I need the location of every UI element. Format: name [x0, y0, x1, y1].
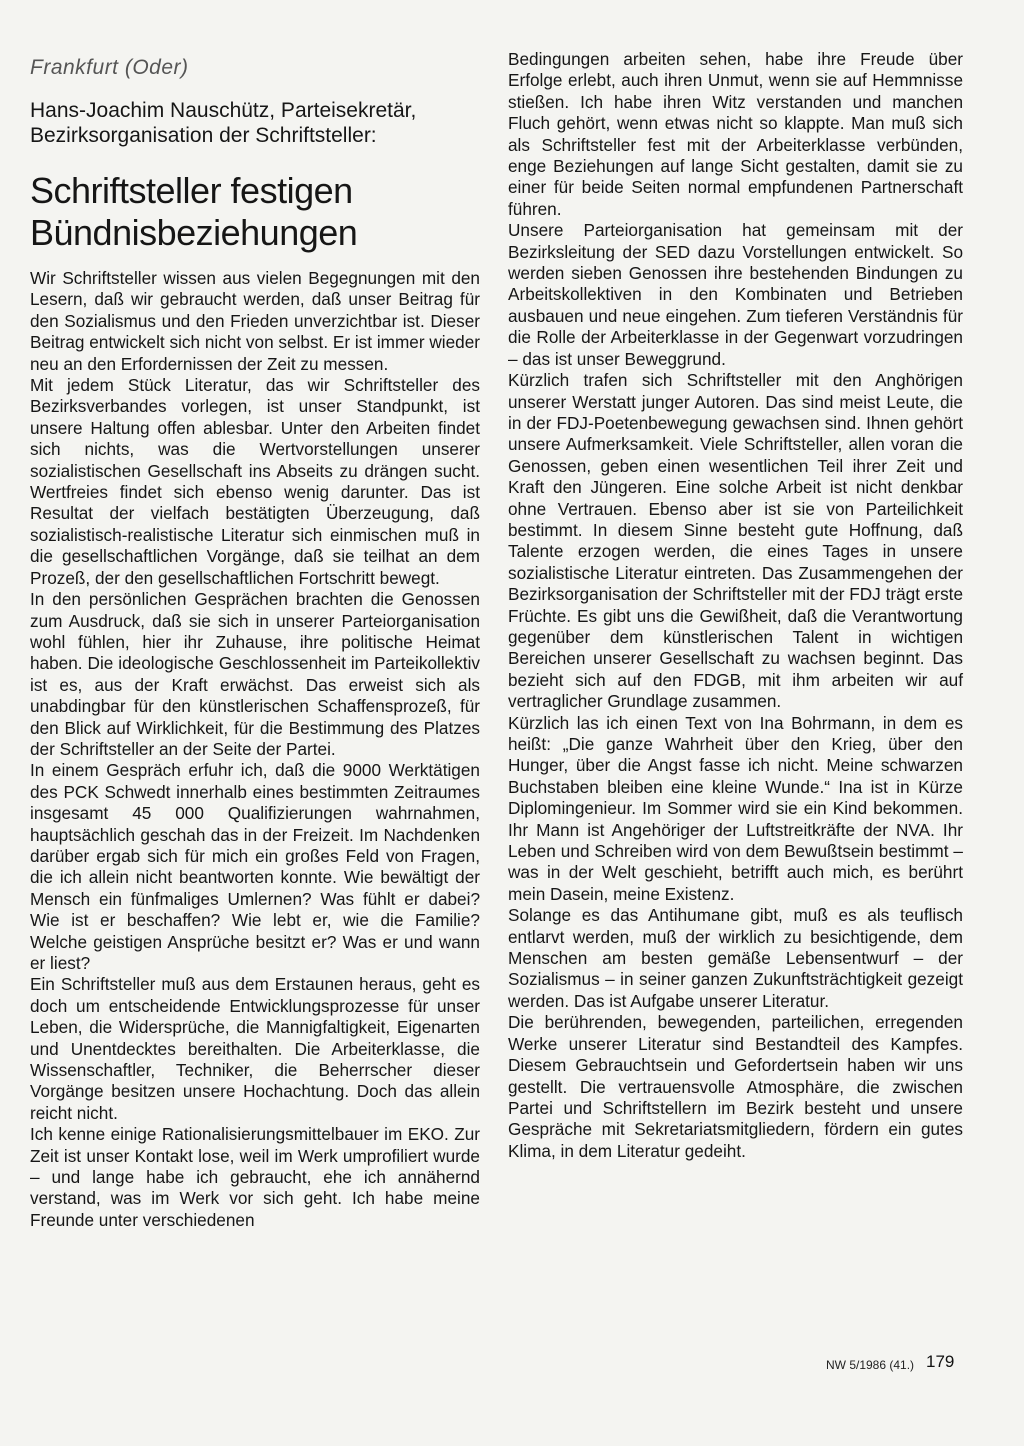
- location-label: Frankfurt (Oder): [30, 56, 189, 79]
- body-paragraph: Unsere Parteiorganisation hat gemeinsam mit der Bezirksleitung der SED dazu Vorstellungen entwickelt. So werden sieben Genossen ihre bestehenden Bindungen zu Arbeitskollektiven in den Kombinaten und Betrieben ausbauen und neue eingehen. Zum tieferen Verständnis für die Rolle der Arbeiterklasse in der Gegenwart vorzudringen – das ist unser Beweggrund.: [508, 220, 963, 369]
- author-byline: Hans-Joachim Nauschütz, Parteisekretär, Bezirksorganisation der Schriftsteller:: [30, 99, 417, 147]
- body-paragraph: In einem Gespräch erfuhr ich, daß die 9000 Werktätigen des PCK Schwedt innerhalb eines bestimmten Zeitraumes insgesamt 45 000 Qualifizierungen wahrnahmen, hauptsächlich geschah das in der Freizeit. Im Nachdenken darüber ergab sich für mich ein großes Feld von Fragen, die ich allein nicht beantworten konnte. Wie bewältigt der Mensch ein fünfmaliges Umlernen? Was fühlt er dabei? Wie ist er beschaffen? Wie lebt er, wie die Familie? Welche geistigen Ansprüche besitzt er? Was er und wann er liest?: [30, 760, 480, 973]
- page-number: 179: [926, 1352, 955, 1371]
- body-paragraph: Mit jedem Stück Literatur, das wir Schriftsteller des Bezirksverbandes vorlegen, ist unser Standpunkt, ist unsere Haltung offen ablesbar. Unter den Arbeiten findet sich nichts, was die Wertvorstellungen unserer sozialistischen Gesellschaft ins Abseits zu drängen sucht. Wertfreies findet sich ebenso wenig darunter. Das ist Resultat der vielfach bestätigten Überzeugung, daß sozialistisch-realistische Literatur sich einmischen muß in die gesellschaftlichen Vorgänge, daß sie teilhat an dem Prozeß, der den gesellschaftlichen Fortschritt bewegt.: [30, 375, 480, 588]
- body-paragraph: Kürzlich las ich einen Text von Ina Bohrmann, in dem es heißt: „Die ganze Wahrheit über den Krieg, über den Hunger, über die Angst fasse ich nicht. Meine schwarzen Buchstaben bleiben eine kleine Wunde.“ Ina ist in Kürze Diplomingenieur. Im Sommer wird sie ein Kind bekommen. Ihr Mann ist Angehöriger der Luftstreitkräfte der NVA. Ihr Leben und Schreiben wird von dem Bewußtsein bestimmt – was in der Welt geschieht, betrifft auch mich, es berührt mein Dasein, meine Existenz.: [508, 712, 963, 904]
- right-column: [508, 49, 963, 1162]
- issue-reference: NW 5/1986 (41.): [826, 1358, 915, 1372]
- body-paragraph: In den persönlichen Gesprächen brachten die Genossen zum Ausdruck, daß sie sich in unserer Parteiorganisation wohl fühlen, hier ihr Zuhause, ihre politische Heimat haben. Die ideologische Geschlossenheit im Parteikollektiv ist es, aus der Kraft erwächst. Das erweist sich als unabdingbar für den künstlerischen Schaffensprozeß, für den Blick auf Wirklichkeit, für die Bestimmung des Platzes der Schriftsteller an der Seite der Partei.: [30, 589, 480, 759]
- body-paragraph: Ich kenne einige Rationalisierungsmittelbauer im EKO. Zur Zeit ist unser Kontakt lose, weil im Werk umprofiliert wurde – und lange habe ich gebraucht, ehe ich annähernd verstand, was im Werk vor sich geht. Ich habe meine Freunde unter verschiedenen: [30, 1124, 480, 1230]
- body-paragraph: Wir Schriftsteller wissen aus vielen Begegnungen mit den Lesern, daß wir gebraucht werden, daß unser Beitrag für den Sozialismus und den Frieden unverzichtbar ist. Dieser Beitrag entwickelt sich nicht von selbst. Er ist immer wieder neu an den Erfordernissen der Zeit zu messen.: [30, 268, 480, 374]
- article-headline: Schriftsteller festigen Bündnisbeziehungen: [30, 170, 358, 253]
- body-paragraph: Solange es das Antihumane gibt, muß es als teuflisch entlarvt werden, muß der wirklich zu besichtigende, dem Menschen am besten gemäße Lebensentwurf – der Sozialismus – in seiner ganzen Zukunftsträchtigkeit gezeigt werden. Das ist Aufgabe unserer Literatur.: [508, 905, 963, 1011]
- body-paragraph: Kürzlich trafen sich Schriftsteller mit den Anghörigen unserer Werstatt junger Autoren. Das sind meist Leute, die in der FDJ-Poetenbewegung gewachsen sind. Ihnen gehört unsere Aufmerksamkeit. Viele Schriftsteller, allen voran die Genossen, geben einen wesentlichen Teil ihrer Zeit und Kraft den Jüngeren. Eine solche Arbeit ist nicht denkbar ohne Vertrauen. Ebenso aber ist sie von Parteilichkeit bestimmt. In diesem Sinne besteht gute Hoffnung, daß Talente erzogen werden, die eines Tages in unsere sozialistische Literatur eintreten. Das Zusammengehen der Bezirksorganisation der Schriftsteller mit der FDJ trägt erste Früchte. Es gibt uns die Gewißheit, daß die Verantwortung gegenüber dem künstlerischen Talent in wichtigen Bereichen unserer Gesellschaft zu wachsen beginnt. Das bezieht sich auf den FDGB, mit ihm arbeiten wir auf vertraglicher Grundlage zusammen.: [508, 370, 963, 712]
- body-paragraph: Bedingungen arbeiten sehen, habe ihre Freude über Erfolge erlebt, auch ihren Unmut, wenn sie auf Hemmnisse stießen. Ich habe ihren Witz verstanden und manchen Fluch gehört, wenn etwas nicht so klappte. Man muß sich als Schriftsteller fest mit der Arbeiterklasse verbünden, enge Beziehungen auf lange Sicht gestalten, damit sie zu einer für beide Seiten normal empfundenen Partnerschaft führen.: [508, 49, 963, 219]
- body-paragraph: Die berührenden, bewegenden, parteilichen, erregenden Werke unserer Literatur sind Bestandteil des Kampfes. Diesem Gebrauchtsein und Gefordertsein haben wir uns gestellt. Die vertrauensvolle Atmosphäre, die zwischen Partei und Schriftstellern im Bezirk besteht und unsere Gespräche mit Sekretariatsmitgliedern, fördern ein gutes Klima, in dem Literatur gedeiht.: [508, 1012, 963, 1161]
- body-paragraph: Ein Schriftsteller muß aus dem Erstaunen heraus, geht es doch um entscheidende Entwicklungsprozesse für unser Leben, die Widersprüche, die Mannigfaltigkeit, Eigenarten und Unentdecktes bereithalten. Die Arbeiterklasse, die Wissenschaftler, Techniker, die Beherrscher dieser Vorgänge besitzen unsere Hochachtung. Doch das allein reicht nicht.: [30, 974, 480, 1123]
- left-column: [30, 268, 480, 1231]
